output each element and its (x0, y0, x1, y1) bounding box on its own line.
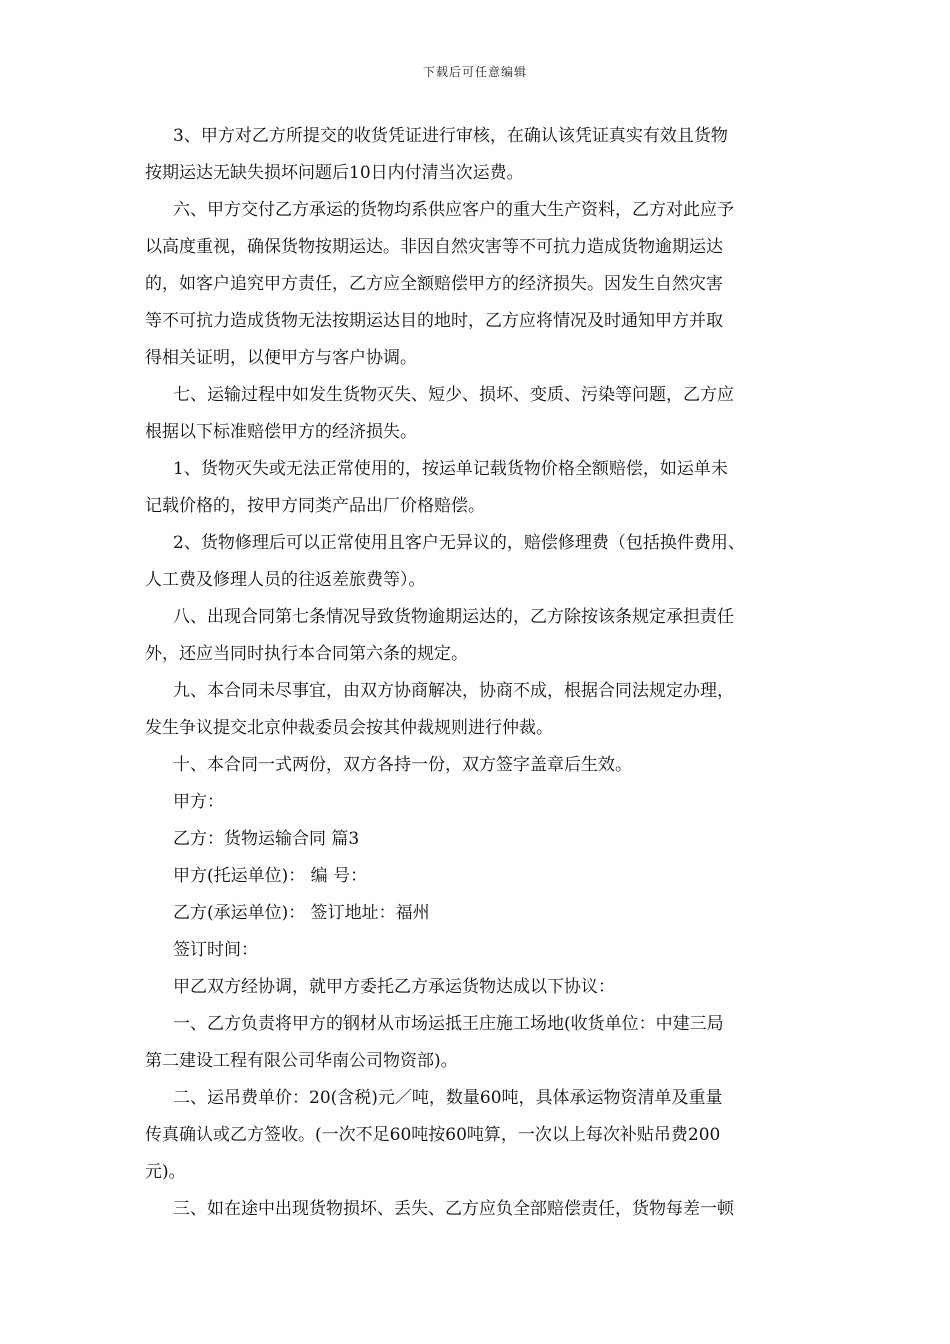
paragraph-line: 传真确认或乙方签收。(一次不足60吨按60吨算，一次以上每次补贴吊费200 (145, 1125, 721, 1145)
paragraph-line: 二、运吊费单价：20(含税)元／吨，数量60吨，具体承运物资清单及重量 (173, 1088, 723, 1108)
document-body (145, 118, 805, 1228)
paragraph-line: 一、乙方负责将甲方的钢材从市场运抵王庄施工场地(收货单位：中建三局 (173, 1014, 724, 1034)
paragraph-line: 得相关证明，以便甲方与客户协调。 (145, 348, 417, 368)
paragraph-line: 甲方(托运单位)： 编 号： (173, 866, 368, 886)
paragraph-line: 3、甲方对乙方所提交的收货凭证进行审核，在确认该凭证真实有效且货物 (173, 126, 728, 146)
paragraph-line: 九、本合同未尽事宜，由双方协商解决，协商不成，根据合同法规定办理， (173, 681, 734, 701)
paragraph-line: 记载价格的，按甲方同类产品出厂价格赔偿。 (145, 496, 485, 516)
paragraph-line: 人工费及修理人员的往返差旅费等）。 (145, 570, 426, 590)
paragraph-line: 乙方：货物运输合同 篇3 (173, 829, 360, 849)
paragraph-line: 按期运达无缺失损坏问题后10日内付清当次运费。 (145, 163, 524, 183)
paragraph-line: 1、货物灭失或无法正常使用的，按运单记载货物价格全额赔偿，如运单未 (173, 459, 728, 479)
paragraph-line: 第二建设工程有限公司华南公司物资部)。 (145, 1051, 458, 1071)
paragraph-line: 甲方： (173, 792, 224, 812)
paragraph-line: 十、本合同一式两份，双方各持一份，双方签字盖章后生效。 (173, 755, 632, 775)
paragraph-line: 发生争议提交北京仲裁委员会按其仲裁规则进行仲裁。 (145, 718, 553, 738)
paragraph-line: 根据以下标准赔偿甲方的经济损失。 (145, 422, 417, 442)
paragraph-line: 以高度重视，确保货物按期运达。非因自然灾害等不可抗力造成货物逾期运达 (145, 237, 723, 257)
paragraph-line: 签订时间： (173, 940, 258, 960)
paragraph-line: 甲乙双方经协调，就甲方委托乙方承运货物达成以下协议： (173, 977, 615, 997)
paragraph-line: 元)。 (145, 1162, 186, 1182)
paragraph-line: 七、运输过程中如发生货物灭失、短少、损坏、变质、污染等问题，乙方应 (173, 385, 734, 405)
paragraph-line: 2、货物修理后可以正常使用且客户无异议的，赔偿修理费（包括换件费用、 (173, 533, 745, 553)
paragraph-line: 乙方(承运单位)： 签订地址：福州 (173, 903, 430, 923)
paragraph-line: 八、出现合同第七条情况导致货物逾期运达的，乙方除按该条规定承担责任 (173, 607, 734, 627)
paragraph-line: 外，还应当同时执行本合同第六条的规定。 (145, 644, 468, 664)
paragraph-line: 等不可抗力造成货物无法按期运达目的地时，乙方应将情况及时通知甲方并取 (145, 311, 723, 331)
paragraph-line: 的，如客户追究甲方责任，乙方应全额赔偿甲方的经济损失。因发生自然灾害 (145, 274, 723, 294)
page-header: 下载后可任意编辑 (422, 65, 527, 79)
paragraph-line: 六、甲方交付乙方承运的货物均系供应客户的重大生产资料，乙方对此应予 (173, 200, 734, 220)
paragraph-line: 三、如在途中出现货物损坏、丢失、乙方应负全部赔偿责任，货物每差一顿 (173, 1199, 734, 1219)
